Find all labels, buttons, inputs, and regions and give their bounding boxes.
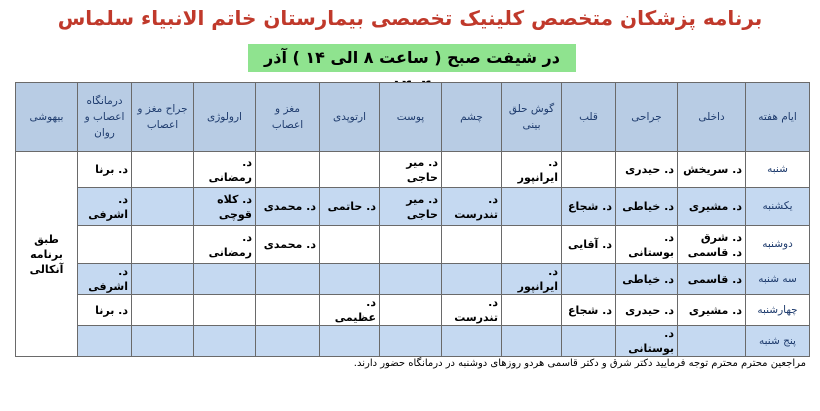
doctor-cell: د. شجاع [562, 188, 616, 226]
doctor-cell: د. اشرفی [78, 188, 132, 226]
footer-note: مراجعین محترم محترم توجه فرمایید دکتر شرق و دکتر قاسمی هردو روزهای دوشنبه در درمانگاه حضور دارند. [353, 358, 806, 369]
day-cell: یکشنبه [746, 188, 810, 226]
doctor-cell [380, 326, 442, 357]
doctor-cell [380, 226, 442, 264]
day-cell: سه شنبه [746, 264, 810, 295]
doctor-cell [194, 264, 256, 295]
doctor-cell [132, 295, 194, 326]
doctor-cell [320, 226, 380, 264]
column-header: پوست [380, 83, 442, 152]
doctor-cell [562, 326, 616, 357]
doctor-cell [78, 326, 132, 357]
doctor-cell: د. ایرانپور [502, 264, 562, 295]
column-header: جراحی [616, 83, 678, 152]
doctor-cell: د. کلاه قوچی [194, 188, 256, 226]
doctor-cell [132, 188, 194, 226]
doctor-cell: د. محمدی [256, 188, 320, 226]
column-header: داخلی [678, 83, 746, 152]
doctor-cell: د. رمضانی [194, 226, 256, 264]
doctor-cell [132, 326, 194, 357]
doctor-cell: د. محمدی [256, 226, 320, 264]
doctor-cell: د. شرق د. قاسمی [678, 226, 746, 264]
doctor-cell [502, 295, 562, 326]
doctor-cell: د. قاسمی [678, 264, 746, 295]
doctor-cell [132, 152, 194, 188]
doctor-cell: د. خیاطی [616, 188, 678, 226]
doctor-cell [256, 264, 320, 295]
page-title: برنامه پزشکان متخصص کلینیک تخصصی بیمارستان خاتم الانبیاء سلماس [57, 6, 763, 30]
column-header: ایام هفته [746, 83, 810, 152]
schedule-table [15, 82, 810, 357]
doctor-cell [320, 152, 380, 188]
doctor-cell [132, 264, 194, 295]
doctor-cell: د. حاتمی [320, 188, 380, 226]
table-row [16, 264, 810, 295]
column-header: مغز و اعصاب [256, 83, 320, 152]
doctor-cell [380, 264, 442, 295]
doctor-cell [194, 295, 256, 326]
table-row [16, 152, 810, 188]
doctor-cell [502, 188, 562, 226]
doctor-cell: د. میر حاجی [380, 188, 442, 226]
doctor-cell: د. مشیری [678, 295, 746, 326]
table-row [16, 226, 810, 264]
header-row [16, 83, 810, 152]
doctor-cell [78, 226, 132, 264]
column-header: جراح مغز و اعصاب [132, 83, 194, 152]
doctor-cell [442, 152, 502, 188]
doctor-cell: د. اشرفی [78, 264, 132, 295]
column-header: بیهوشی [16, 83, 78, 152]
column-header: گوش حلق بینی [502, 83, 562, 152]
doctor-cell: د. رمضانی [194, 152, 256, 188]
doctor-cell: د. تندرست [442, 188, 502, 226]
schedule-body [16, 152, 810, 357]
table-row [16, 188, 810, 226]
doctor-cell [256, 295, 320, 326]
doctor-cell: د. سریخش [678, 152, 746, 188]
doctor-cell [502, 326, 562, 357]
doctor-cell: د. مشیری [678, 188, 746, 226]
doctor-cell [442, 264, 502, 295]
day-cell: دوشنبه [746, 226, 810, 264]
doctor-cell: د. عظیمی [320, 295, 380, 326]
doctor-cell [678, 326, 746, 357]
doctor-cell [442, 226, 502, 264]
day-cell: شنبه [746, 152, 810, 188]
day-cell: چهارشنبه [746, 295, 810, 326]
doctor-cell: د. حیدری [616, 152, 678, 188]
doctor-cell: د. بوستانی [616, 326, 678, 357]
column-header: ارتوپدی [320, 83, 380, 152]
doctor-cell: د. بوستانی [616, 226, 678, 264]
doctor-cell [132, 226, 194, 264]
doctor-cell [502, 226, 562, 264]
day-cell: پنج شنبه [746, 326, 810, 357]
column-header: درمانگاه اعصاب و روان [78, 83, 132, 152]
table-row [16, 295, 810, 326]
doctor-cell: د. ایرانپور [502, 152, 562, 188]
doctor-cell [320, 264, 380, 295]
column-header: قلب [562, 83, 616, 152]
doctor-cell [320, 326, 380, 357]
doctor-cell: د. میر حاجی [380, 152, 442, 188]
doctor-cell [562, 152, 616, 188]
doctor-cell [442, 326, 502, 357]
doctor-cell [256, 152, 320, 188]
doctor-cell: د. حیدری [616, 295, 678, 326]
column-header: ارولوژی [194, 83, 256, 152]
doctor-cell: د. آقایی [562, 226, 616, 264]
doctor-cell: د. شجاع [562, 295, 616, 326]
doctor-cell: د. خیاطی [616, 264, 678, 295]
doctor-cell: د. برنا [78, 152, 132, 188]
column-header: چشم [442, 83, 502, 152]
shift-subtitle: در شیفت صبح ( ساعت ۸ الی ۱۴ ) آذر [248, 44, 576, 72]
anesthesia-note: طبق برنامه آنکالی [16, 152, 78, 357]
doctor-cell: د. تندرست [442, 295, 502, 326]
doctor-cell [194, 326, 256, 357]
doctor-cell [256, 326, 320, 357]
table-row [16, 326, 810, 357]
doctor-cell [380, 295, 442, 326]
doctor-cell [562, 264, 616, 295]
doctor-cell: د. برنا [78, 295, 132, 326]
